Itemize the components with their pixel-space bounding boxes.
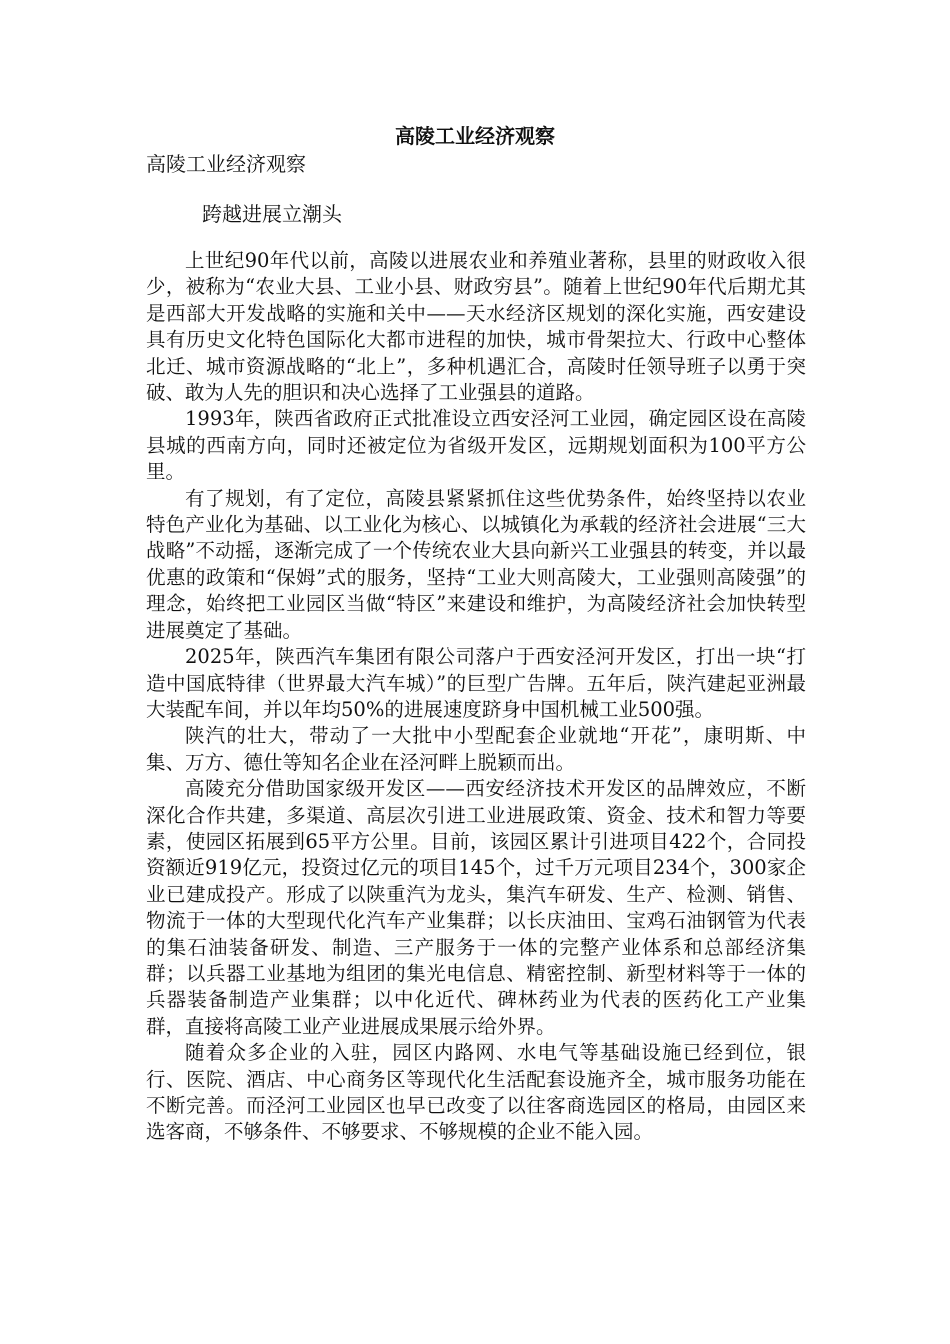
document-subtitle: 高陵工业经济观察 <box>146 152 306 176</box>
paragraph: 高陵充分借助国家级开发区——西安经济技术开发区的品牌效应，不断深化合作共建，多渠道、高层次引进工业进展政策、资金、技术和智力等要素，使园区拓展到65平方公里。目前，该园区累计引进项目422个，合同投资额近919亿元，投资过亿元的项目145个，过千万元项目234个，300家企业已建成投产。形成了以陕重汽为龙头，集汽车研发、生产、检测、销售、物流于一体的大型现代化汽车产业集群；以长庆油田、宝鸡石油钢管为代表的集石油装备研发、制造、三产服务于一体的完整产业体系和总部经济集群；以兵器工业基地为组团的集光电信息、精密控制、新型材料等于一体的兵器装备制造产业集群；以中化近代、碑林药业为代表的医药化工产业集群，直接将高陵工业产业进展成果展示给外界。 <box>146 777 806 1038</box>
paragraph: 1993年，陕西省政府正式批准设立西安泾河工业园，确定园区设在高陵县城的西南方向，同时还被定位为省级开发区，远期规划面积为100平方公里。 <box>146 407 806 484</box>
article-body <box>146 248 806 1146</box>
paragraph: 有了规划，有了定位，高陵县紧紧抓住这些优势条件，始终坚持以农业特色产业化为基础、以工业化为核心、以城镇化为承载的经济社会进展“三大战略”不动摇，逐渐完成了一个传统农业大县向新兴工业强县的转变，并以最优惠的政策和“保姆”式的服务，坚持“工业大则高陵大，工业强则高陵强”的理念，始终把工业园区当做“特区”来建设和维护，为高陵经济社会加快转型进展奠定了基础。 <box>146 486 806 642</box>
document-title: 高陵工业经济观察 <box>395 124 555 148</box>
paragraph: 随着众多企业的入驻，园区内路网、水电气等基础设施已经到位，银行、医院、酒店、中心商务区等现代化生活配套设施齐全，城市服务功能在不断完善。而泾河工业园区也早已改变了以往客商选园区的格局，由园区来选客商，不够条件、不够要求、不够规模的企业不能入园。 <box>146 1041 806 1144</box>
paragraph: 上世纪90年代以前，高陵以进展农业和养殖业著称，县里的财政收入很少，被称为“农业大县、工业小县、财政穷县”。随着上世纪90年代后期尤其是西部大开发战略的实施和关中——天水经济区规划的深化实施，西安建设具有历史文化特色国际化大都市进程的加快，城市骨架拉大、行政中心整体北迁、城市资源战略的“北上”，多种机遇汇合，高陵时任领导班子以勇于突破、敢为人先的胆识和决心选择了工业强县的道路。 <box>146 249 806 405</box>
section-heading: 跨越进展立潮头 <box>202 202 342 226</box>
paragraph: 陕汽的壮大，带动了一大批中小型配套企业就地“开花”，康明斯、中集、万方、德仕等知名企业在泾河畔上脱颖而出。 <box>146 724 806 774</box>
paragraph: 2025年，陕西汽车集团有限公司落户于西安泾河开发区，打出一块“打造中国底特律（世界最大汽车城）”的巨型广告牌。五年后，陕汽建起亚洲最大装配车间，并以年均50%的进展速度跻身中国机械工业500强。 <box>146 645 806 721</box>
